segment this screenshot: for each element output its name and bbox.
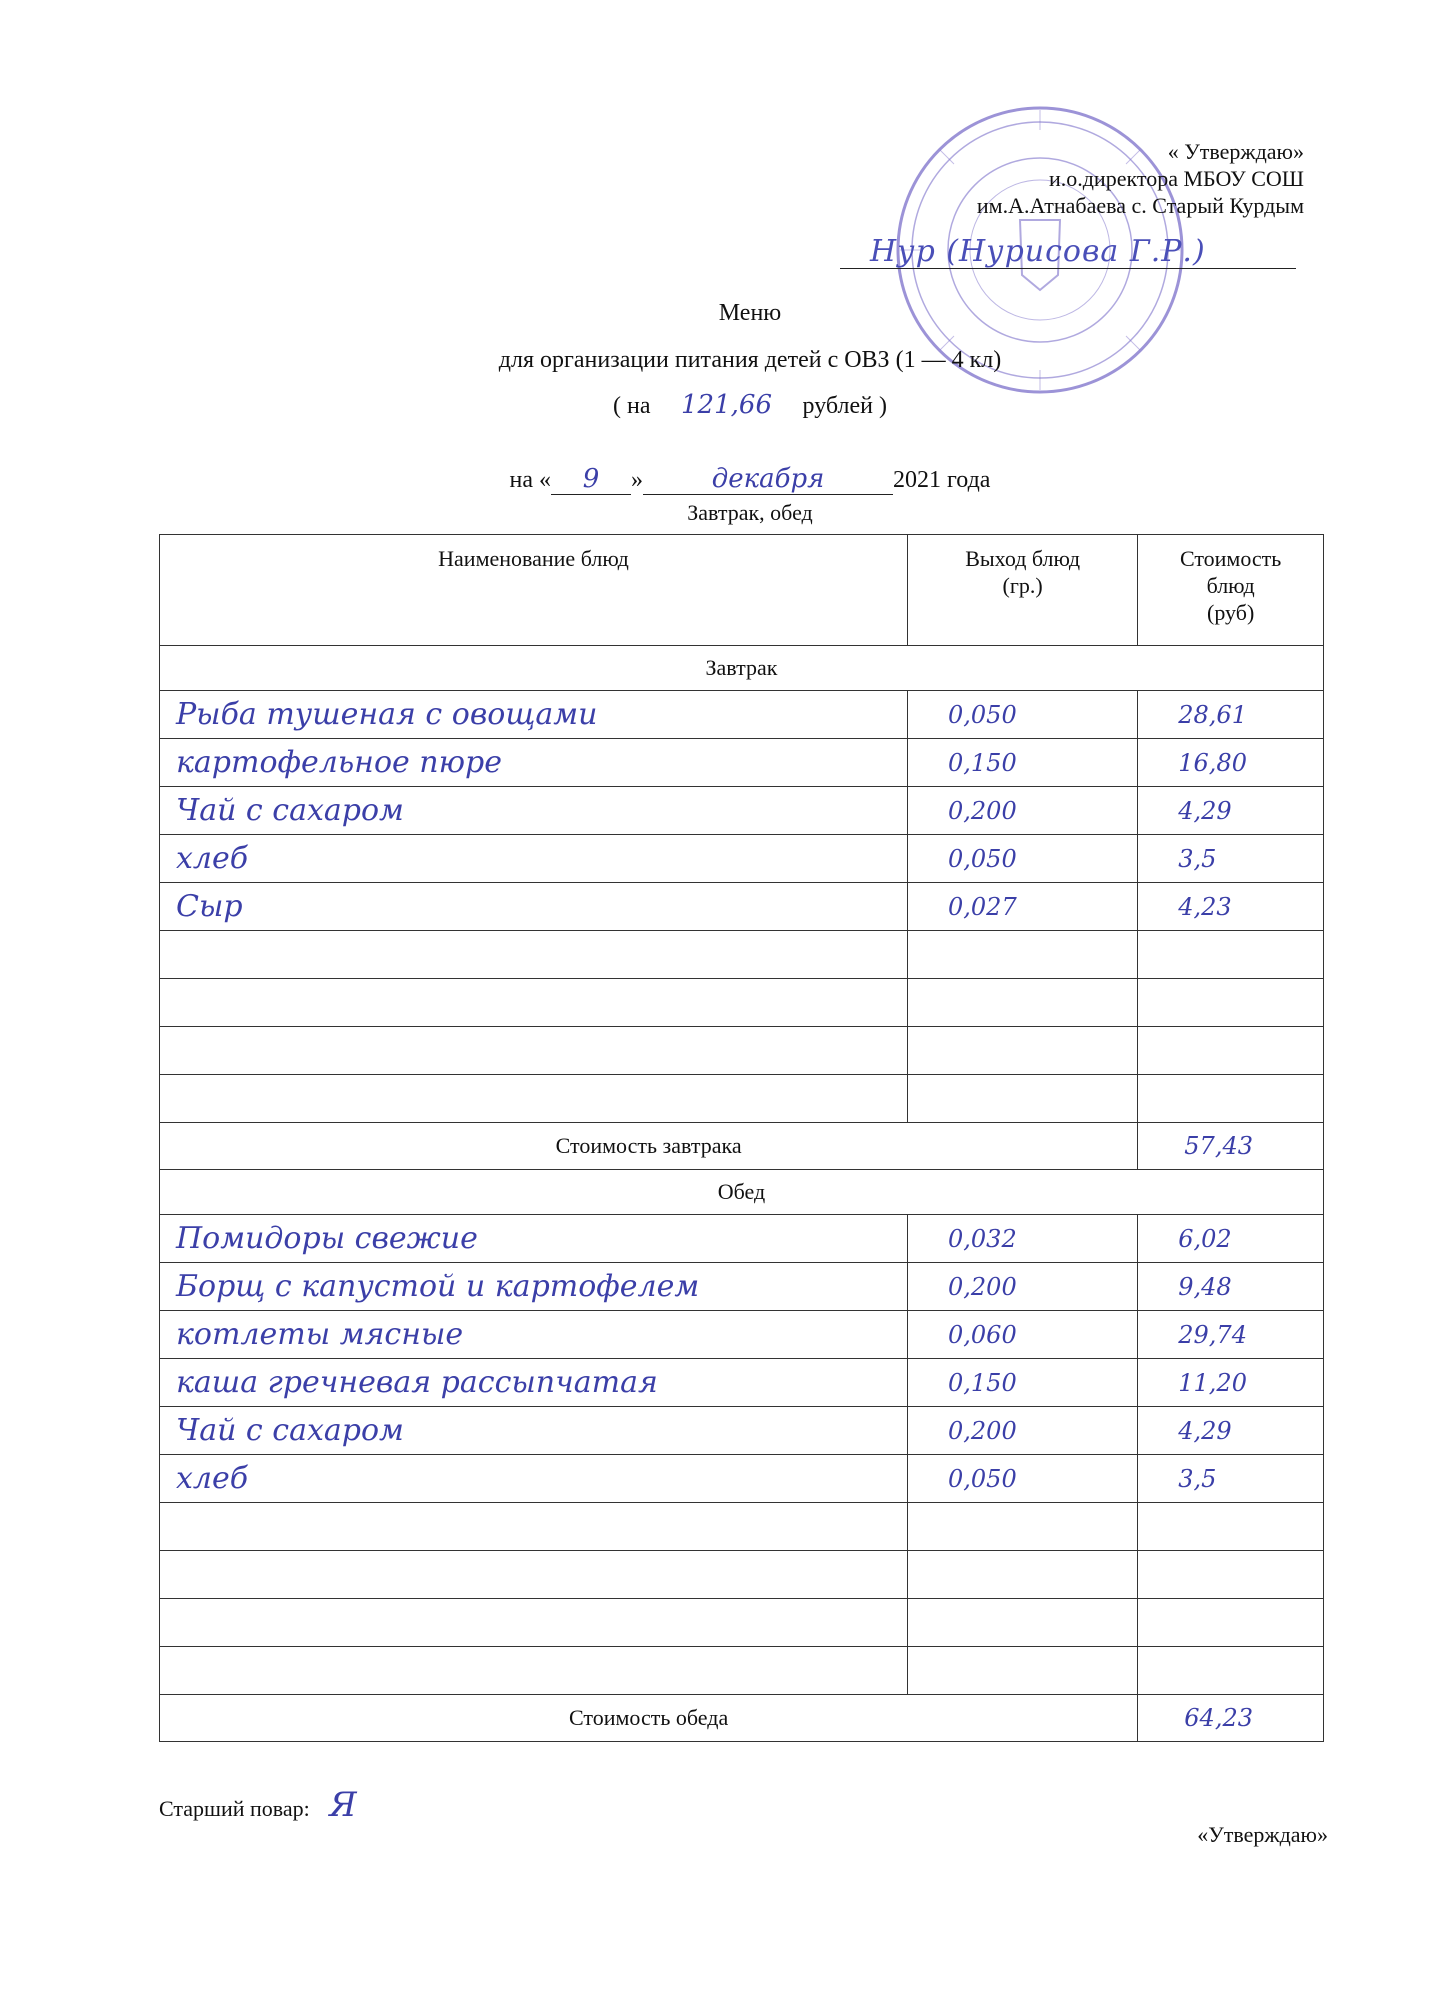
lunch-total-label: Стоимость обеда [160, 1695, 1138, 1742]
table-row [160, 739, 1324, 787]
table-row [160, 691, 1324, 739]
dish-weight: 0,050 [908, 691, 1138, 739]
dish-weight: 0,027 [908, 883, 1138, 931]
date-prefix: на « [509, 467, 552, 493]
dish-cost [1138, 1503, 1324, 1551]
table-row [160, 1263, 1324, 1311]
dish-weight: 0,200 [908, 1263, 1138, 1311]
dish-name [160, 931, 908, 979]
table-header [160, 535, 1324, 646]
menu-table [159, 534, 1324, 1742]
dish-cost: 29,74 [1138, 1311, 1324, 1359]
cook-signature: Я [329, 1785, 357, 1825]
col-cost-line3: (руб) [1207, 600, 1255, 625]
dish-weight: 0,200 [908, 787, 1138, 835]
dish-cost [1138, 1075, 1324, 1123]
footer-approve: «Утверждаю» [1197, 1822, 1328, 1847]
dish-name: Чай с сахаром [160, 1407, 908, 1455]
dish-name: Борщ с капустой и картофелем [160, 1263, 908, 1311]
menu-subtitle: для организации питания детей с ОВЗ (1 — 4 кл) [498, 347, 1002, 373]
dish-name: каша гречневая рассыпчатая [160, 1359, 908, 1407]
table-row [160, 787, 1324, 835]
dish-name: Рыба тушеная с овощами [160, 691, 908, 739]
dish-name: Помидоры свежие [160, 1215, 908, 1263]
date-day: 9 [551, 464, 631, 495]
dish-cost [1138, 1551, 1324, 1599]
dish-cost: 9,48 [1138, 1263, 1324, 1311]
dish-cost: 6,02 [1138, 1215, 1324, 1263]
meals-caption: Завтрак, обед [687, 500, 813, 525]
dish-cost [1138, 1599, 1324, 1647]
dish-name [160, 1027, 908, 1075]
dish-cost [1138, 1027, 1324, 1075]
dish-weight [908, 1647, 1138, 1695]
lunch-total-row [160, 1695, 1324, 1742]
dish-weight [908, 979, 1138, 1027]
approval-line-3: им.А.Атнабаева с. Старый Курдым [976, 193, 1304, 218]
approval-block [977, 138, 1304, 219]
table-row [160, 1647, 1324, 1695]
breakfast-total-row [160, 1123, 1324, 1170]
director-signature: Нур (Нурисова Г.Р.) [870, 234, 1206, 269]
price-prefix: ( на [613, 393, 651, 419]
table-row [160, 1027, 1324, 1075]
dish-weight [908, 931, 1138, 979]
date-line [300, 464, 1200, 495]
dish-weight [908, 1075, 1138, 1123]
menu-title: Меню [718, 300, 782, 326]
col-weight-header [908, 535, 1138, 646]
col-weight-line1: Выход блюд [965, 546, 1081, 571]
dish-cost [1138, 1647, 1324, 1695]
section-title: Обед [160, 1170, 1324, 1215]
table-row [160, 979, 1324, 1027]
col-cost-header [1138, 535, 1324, 646]
lunch-rows [160, 1215, 1324, 1695]
dish-name [160, 1075, 908, 1123]
dish-weight [908, 1551, 1138, 1599]
table-row [160, 883, 1324, 931]
table-row [160, 1503, 1324, 1551]
table-row [160, 1599, 1324, 1647]
dish-cost [1138, 979, 1324, 1027]
table-row [160, 1359, 1324, 1407]
dish-cost [1138, 931, 1324, 979]
breakfast-total-value: 57,43 [1138, 1123, 1324, 1170]
dish-weight: 0,150 [908, 739, 1138, 787]
table-row [160, 835, 1324, 883]
date-mid: » [631, 467, 644, 493]
dish-name: хлеб [160, 1455, 908, 1503]
dish-name [160, 1551, 908, 1599]
col-name-header: Наименование блюд [160, 535, 908, 646]
col-weight-line2: (гр.) [1002, 573, 1043, 598]
dish-weight: 0,150 [908, 1359, 1138, 1407]
date-month: декабря [643, 464, 893, 495]
dish-cost: 4,29 [1138, 787, 1324, 835]
col-cost-line1: Стоимость [1179, 546, 1282, 571]
dish-name: Чай с сахаром [160, 787, 908, 835]
dish-name: картофельное пюре [160, 739, 908, 787]
dish-cost: 3,5 [1138, 1455, 1324, 1503]
date-suffix: 2021 года [893, 467, 991, 493]
approval-line-1: « Утверждаю» [1167, 139, 1304, 164]
dish-name: котлеты мясные [160, 1311, 908, 1359]
cook-block [159, 1785, 357, 1825]
dish-weight [908, 1599, 1138, 1647]
price-suffix: рублей ) [802, 393, 887, 419]
dish-cost: 3,5 [1138, 835, 1324, 883]
dish-name: хлеб [160, 835, 908, 883]
table-row [160, 1407, 1324, 1455]
section-lunch [160, 1170, 1324, 1215]
dish-cost: 4,29 [1138, 1407, 1324, 1455]
lunch-total-value: 64,23 [1138, 1695, 1324, 1742]
dish-name [160, 979, 908, 1027]
dish-name: Сыр [160, 883, 908, 931]
table-row [160, 1215, 1324, 1263]
dish-weight: 0,050 [908, 1455, 1138, 1503]
breakfast-rows [160, 691, 1324, 1123]
col-cost-line2: блюд [1206, 573, 1255, 598]
dish-weight [908, 1503, 1138, 1551]
price-line [300, 390, 1200, 420]
dish-cost: 28,61 [1138, 691, 1324, 739]
table-row [160, 1311, 1324, 1359]
dish-cost: 16,80 [1138, 739, 1324, 787]
breakfast-total-label: Стоимость завтрака [160, 1123, 1138, 1170]
table-row [160, 931, 1324, 979]
section-breakfast [160, 646, 1324, 691]
dish-weight [908, 1027, 1138, 1075]
dish-weight: 0,060 [908, 1311, 1138, 1359]
section-title: Завтрак [160, 646, 1324, 691]
signature-line [840, 268, 1296, 269]
dish-weight: 0,050 [908, 835, 1138, 883]
approval-line-2: и.о.директора МБОУ СОШ [1048, 166, 1304, 191]
dish-weight: 0,200 [908, 1407, 1138, 1455]
dish-cost: 11,20 [1138, 1359, 1324, 1407]
table-row [160, 1075, 1324, 1123]
dish-cost: 4,23 [1138, 883, 1324, 931]
dish-weight: 0,032 [908, 1215, 1138, 1263]
cook-label: Старший повар: [159, 1796, 310, 1821]
dish-name [160, 1503, 908, 1551]
dish-name [160, 1599, 908, 1647]
dish-name [160, 1647, 908, 1695]
table-row [160, 1455, 1324, 1503]
table-row [160, 1551, 1324, 1599]
price-value: 121,66 [681, 390, 772, 420]
